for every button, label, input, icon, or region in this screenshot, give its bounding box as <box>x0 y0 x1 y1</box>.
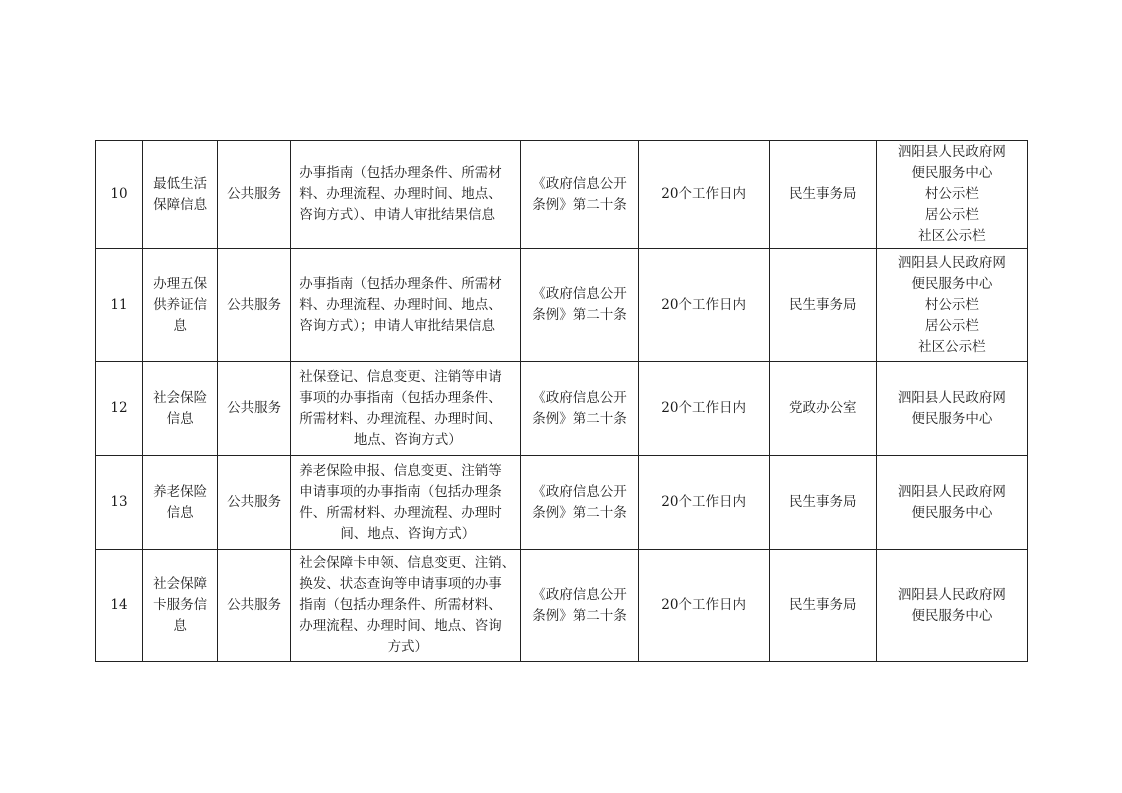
info-name-line: 最低生活 <box>153 175 208 192</box>
info-name-line: 卡服务信 <box>153 597 208 613</box>
table-row <box>96 141 1028 249</box>
publication-channels-line: 便民服务中心 <box>911 275 993 292</box>
publication-channels-line: 社区公示栏 <box>918 228 986 244</box>
info-content-line: 咨询方式）、申请人审批结果信息 <box>299 207 495 223</box>
info-content-line: 养老保险申报、信息变更、注销等 <box>299 462 502 479</box>
publication-channels-line: 便民服务中心 <box>911 607 993 624</box>
publication-channels-line: 居公示栏 <box>924 207 979 223</box>
info-content-line: 申请事项的办事指南（包括办理条 <box>299 483 502 500</box>
publication-channels-line: 社区公示栏 <box>918 338 986 355</box>
info-content-line: 料、办理流程、办理时间、地点、 <box>299 186 502 202</box>
legal-basis-line: 条例》第二十条 <box>532 307 627 323</box>
responsible-department: 民生事务局 <box>769 550 876 662</box>
table-row <box>96 362 1028 456</box>
info-content-line: 料、办理流程、办理时间、地点、 <box>299 296 502 313</box>
publication-channels-line: 便民服务中心 <box>911 410 993 427</box>
public-info-table <box>95 140 1028 662</box>
info-content-line: 地点、咨询方式） <box>353 431 462 448</box>
publication-channels-line: 泗阳县人民政府网 <box>897 144 1006 160</box>
publication-channels-line: 居公示栏 <box>924 317 979 334</box>
time-limit: 20个工作日内 <box>638 249 769 362</box>
info-name-line: 信息 <box>166 410 194 427</box>
table-row <box>96 456 1028 550</box>
row-number: 10 <box>96 141 143 249</box>
info-content-line: 件、所需材料、办理流程、办理时 <box>299 504 502 521</box>
publication-channels <box>876 550 1027 662</box>
info-content-line: 指南（包括办理条件、所需材料、 <box>299 597 502 613</box>
time-limit: 20个工作日内 <box>638 550 769 662</box>
time-limit: 20个工作日内 <box>638 362 769 456</box>
legal-basis <box>521 141 638 249</box>
info-name <box>143 141 218 249</box>
legal-basis-line: 条例》第二十条 <box>532 196 627 213</box>
info-name <box>143 550 218 662</box>
info-content-line: 办理流程、办理时间、地点、咨询 <box>299 618 502 634</box>
info-content <box>291 550 521 662</box>
info-category: 公共服务 <box>218 456 291 550</box>
legal-basis <box>521 249 638 362</box>
publication-channels-line: 便民服务中心 <box>911 165 993 181</box>
info-content-line: 事项的办事指南（包括办理条件、 <box>299 389 502 406</box>
responsible-department: 民生事务局 <box>769 249 876 362</box>
publication-channels <box>876 249 1027 362</box>
info-content-line: 所需材料、办理流程、办理时间、 <box>299 410 502 427</box>
info-name-line: 养老保险 <box>153 483 208 500</box>
info-category: 公共服务 <box>218 249 291 362</box>
info-content <box>291 249 521 362</box>
info-name-line: 信息 <box>166 504 194 521</box>
info-name <box>143 249 218 362</box>
info-content-line: 办事指南（包括办理条件、所需材 <box>299 275 502 292</box>
publication-channels-line: 便民服务中心 <box>911 504 993 521</box>
publication-channels-line: 泗阳县人民政府网 <box>897 389 1006 406</box>
info-content <box>291 456 521 550</box>
legal-basis-line: 条例》第二十条 <box>532 410 627 427</box>
legal-basis-line: 条例》第二十条 <box>532 607 627 624</box>
info-name-line: 息 <box>173 317 187 334</box>
legal-basis-line: 《政府信息公开 <box>532 286 627 302</box>
publication-channels <box>876 362 1027 456</box>
info-content-line: 社会保障卡申领、信息变更、注销、 <box>299 555 516 571</box>
info-name-line: 社会保障 <box>153 576 208 592</box>
publication-channels <box>876 141 1027 249</box>
legal-basis <box>521 362 638 456</box>
publication-channels-line: 泗阳县人民政府网 <box>897 254 1006 271</box>
info-name-line: 社会保险 <box>153 389 208 406</box>
legal-basis-line: 《政府信息公开 <box>532 175 627 192</box>
info-name <box>143 456 218 550</box>
publication-channels-line: 村公示栏 <box>924 296 979 313</box>
row-number: 12 <box>96 362 143 456</box>
info-category: 公共服务 <box>218 362 291 456</box>
table-row <box>96 249 1028 362</box>
publication-channels-line: 泗阳县人民政府网 <box>897 586 1006 603</box>
info-content <box>291 362 521 456</box>
legal-basis-line: 《政府信息公开 <box>532 483 627 500</box>
time-limit: 20个工作日内 <box>638 456 769 550</box>
info-content-line: 换发、状态查询等申请事项的办事 <box>299 576 502 592</box>
time-limit: 20个工作日内 <box>638 141 769 249</box>
legal-basis-line: 《政府信息公开 <box>532 586 627 603</box>
info-content-line: 办事指南（包括办理条件、所需材 <box>299 165 502 181</box>
table-row <box>96 550 1028 662</box>
info-content <box>291 141 521 249</box>
legal-basis <box>521 550 638 662</box>
responsible-department: 民生事务局 <box>769 141 876 249</box>
info-name-line: 供养证信 <box>153 296 208 313</box>
row-number: 11 <box>96 249 143 362</box>
table-body <box>96 141 1028 662</box>
info-category: 公共服务 <box>218 141 291 249</box>
responsible-department: 党政办公室 <box>769 362 876 456</box>
responsible-department: 民生事务局 <box>769 456 876 550</box>
info-content-line: 方式） <box>387 639 429 655</box>
row-number: 14 <box>96 550 143 662</box>
publication-channels-line: 村公示栏 <box>924 186 979 202</box>
publication-channels <box>876 456 1027 550</box>
legal-basis-line: 《政府信息公开 <box>532 389 627 406</box>
info-name-line: 办理五保 <box>153 275 208 292</box>
info-name-line: 息 <box>173 618 187 634</box>
info-name <box>143 362 218 456</box>
info-name-line: 保障信息 <box>153 196 208 213</box>
row-number: 13 <box>96 456 143 550</box>
info-content-line: 社保登记、信息变更、注销等申请 <box>299 368 502 385</box>
legal-basis <box>521 456 638 550</box>
publication-channels-line: 泗阳县人民政府网 <box>897 483 1006 500</box>
info-category: 公共服务 <box>218 550 291 662</box>
info-content-line: 间、地点、咨询方式） <box>340 525 476 542</box>
legal-basis-line: 条例》第二十条 <box>532 504 627 521</box>
info-content-line: 咨询方式）；申请人审批结果信息 <box>299 317 495 334</box>
